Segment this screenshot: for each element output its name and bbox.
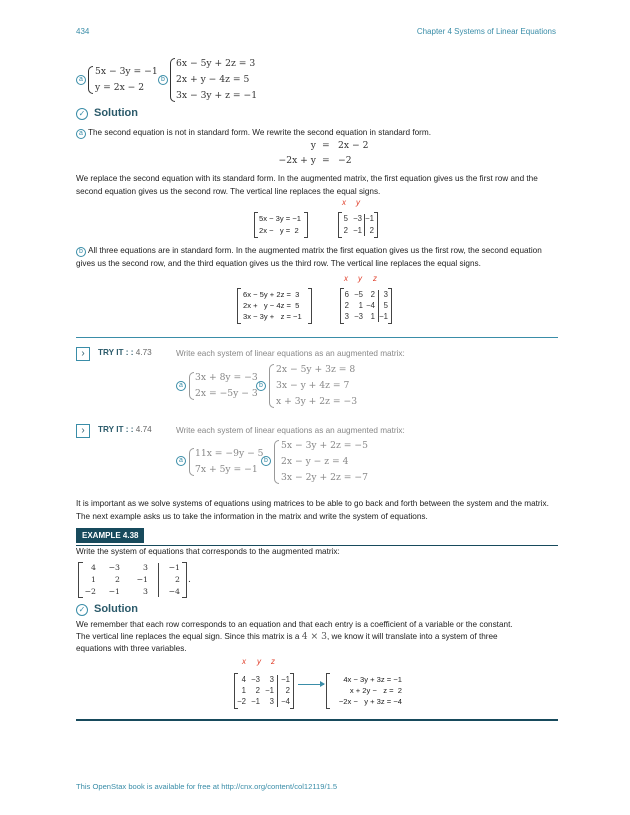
equation: 5x − 3y + 2z = −5: [281, 440, 368, 451]
matrix-cell: −1: [251, 697, 260, 706]
matrix-dimension: 4 × 3: [301, 631, 327, 642]
matrix-cell: −3: [251, 675, 260, 684]
page-number: 434: [76, 27, 90, 36]
try-it-label: TRY IT : :: [98, 425, 134, 434]
try-it-prompt: Write each system of linear equations as an augmented matrix:: [176, 349, 405, 358]
equation: x + 3y + 2z = −3: [276, 396, 358, 407]
explain-text: , we know it will translate into a system of three: [326, 632, 498, 641]
matrix-cell: 4: [91, 563, 96, 572]
matrix-cell: 5: [343, 214, 348, 223]
var-label: y: [356, 198, 360, 207]
matrix-bracket-right: [374, 212, 378, 238]
matrix-cell: 1: [370, 312, 375, 321]
equation: 5x − 3y = −1: [95, 66, 158, 77]
matrix-cell: 4: [241, 675, 246, 684]
matrix-cell: −1: [108, 587, 120, 596]
matrix-cell: −2: [84, 587, 96, 596]
system-line: 6x − 5y + 2z = 3: [243, 290, 300, 299]
matrix-cell: −1: [168, 563, 180, 572]
divider: [76, 337, 558, 338]
matrix-cell: 3: [383, 290, 388, 299]
matrix-cell: 2: [344, 301, 349, 310]
part-a-marker: a: [76, 129, 86, 139]
matrix-cell: 3: [269, 675, 274, 684]
brace: [269, 364, 274, 408]
brace: [189, 372, 194, 400]
check-icon: ✓: [76, 604, 88, 616]
brace: [88, 66, 93, 94]
try-it-prompt: Write each system of linear equations as an augmented matrix:: [176, 426, 405, 435]
var-label: x: [242, 657, 246, 666]
part-b-marker: b: [256, 381, 266, 391]
matrix-cell: 2: [175, 575, 180, 584]
matrix-bracket-right: [388, 288, 392, 324]
matrix-cell: 1: [241, 686, 246, 695]
matrix-cell: −5: [354, 290, 363, 299]
try-it-chevron-icon[interactable]: ›: [76, 424, 90, 438]
matrix-bracket-right: [290, 673, 294, 709]
part-b-marker: b: [261, 456, 271, 466]
system-line: 3x − 3y + z = −1: [243, 312, 302, 321]
equation: 2x + y − 4z = 5: [176, 74, 250, 85]
matrix-cell: −4: [281, 697, 290, 706]
divider: [76, 719, 558, 721]
system-line: x + 2y − z = 2: [349, 686, 402, 695]
matrix-cell: 2: [343, 226, 348, 235]
var-label: y: [257, 657, 261, 666]
chapter-title: Chapter 4 Systems of Linear Equations: [416, 27, 556, 36]
system-line: 5x − 3y = −1: [259, 214, 302, 223]
matrix-cell: −1: [365, 214, 374, 223]
matrix-cell: −1: [281, 675, 290, 684]
bracket-right: [308, 288, 312, 324]
brace: [170, 58, 175, 102]
bracket-left: [254, 212, 258, 238]
matrix-cell: 3: [344, 312, 349, 321]
matrix-cell: 3: [143, 563, 148, 572]
example-label: EXAMPLE 4.38: [76, 528, 144, 543]
example-explain-1: We remember that each row corresponds to an equation and that each entry is a coefficient of a variable or the constant.: [76, 620, 513, 629]
system-line: 2x + y − 4z = 5: [243, 301, 300, 310]
part-a-marker: a: [176, 456, 186, 466]
brace: [189, 448, 194, 476]
rewrite-lhs: y: [310, 140, 316, 151]
matrix-cell: 2: [369, 226, 374, 235]
try-it-heading: [98, 348, 152, 357]
part-a-marker: a: [76, 75, 86, 85]
var-label: y: [358, 274, 362, 283]
try-it-label: TRY IT : :: [98, 348, 134, 357]
matrix-cell: −1: [379, 312, 388, 321]
matrix-cell: 2: [115, 575, 120, 584]
matrix-bracket-right: [182, 562, 187, 598]
matrix-cell: −3: [108, 563, 120, 572]
equation: y = 2x − 2: [95, 82, 145, 93]
solution-title: Solution: [94, 603, 138, 615]
bracket-left: [326, 673, 330, 709]
matrix-cell: −1: [353, 226, 362, 235]
equation: 11x = −9y − 5: [195, 448, 264, 459]
example-prompt: Write the system of equations that corresponds to the augmented matrix:: [76, 547, 340, 556]
matrix-cell: 2: [255, 686, 260, 695]
example-explain-3: equations with three variables.: [76, 644, 187, 653]
rewrite-lhs: −2x + y: [278, 155, 316, 166]
equation: 2x − y − z = 4: [281, 456, 349, 467]
solution-part-a-explain: We replace the second equation with its standard form. In the augmented matrix, the first equation gives us the first row and the second equation gives us the second row. The vertical line replaces the equal signs.: [76, 174, 538, 196]
try-it-chevron-icon[interactable]: ›: [76, 347, 90, 361]
part-b-marker: b: [158, 75, 168, 85]
rewrite-eq: =: [322, 140, 330, 151]
matrix-cell: 3: [143, 587, 148, 596]
matrix-period: .: [188, 574, 191, 585]
matrix-cell: −3: [353, 214, 362, 223]
try-it-number: 4.73: [135, 348, 152, 357]
matrix-cell: −1: [265, 686, 274, 695]
var-label: x: [344, 274, 348, 283]
part-a-marker: a: [176, 381, 186, 391]
rewrite-rhs: 2x − 2: [338, 140, 369, 151]
var-label: z: [271, 657, 275, 666]
matrix-cell: 2: [285, 686, 290, 695]
matrix-cell: −4: [366, 301, 375, 310]
solution-part-b-explain: All three equations are in standard form. In the augmented matrix the first equation gives us the first row, the second equation gives us the second row, and the third equation gives us the third row. The vertical line replaces the equal signs.: [76, 246, 542, 268]
system-line: 2x − y = 2: [259, 226, 299, 235]
explain-text: The vertical line replaces the equal sign. Since this matrix is a: [76, 632, 300, 641]
brace: [274, 440, 279, 484]
matrix-cell: 2: [370, 290, 375, 299]
system-line: −2x − y + 3z = −4: [338, 697, 402, 706]
var-label: x: [342, 198, 346, 207]
bracket-left: [237, 288, 241, 324]
solution-title: Solution: [94, 107, 138, 119]
matrix-cell: −3: [354, 312, 363, 321]
check-icon: ✓: [76, 108, 88, 120]
equation: 3x − y + 4z = 7: [276, 380, 350, 391]
footer-text: This OpenStax book is available for free at http://cnx.org/content/col12119/1.5: [76, 782, 338, 791]
arrow-right-icon: [298, 684, 324, 685]
matrix-cell: −4: [168, 587, 180, 596]
equation: 7x + 5y = −1: [195, 464, 258, 475]
rewrite-rhs: −2: [338, 155, 352, 166]
matrix-cell: 6: [344, 290, 349, 299]
example-explain-2: [76, 631, 558, 644]
var-label: z: [373, 274, 377, 283]
solution-part-a-intro: The second equation is not in standard form. We rewrite the second equation in standard form.: [88, 128, 432, 137]
equation: 6x − 5y + 2z = 3: [176, 58, 256, 69]
equation: 3x − 2y + 2z = −7: [281, 472, 368, 483]
system-line: 4x − 3y + 3z = −1: [343, 675, 402, 684]
equation: 2x = −5y − 3: [195, 388, 258, 399]
bracket-right: [304, 212, 308, 238]
matrix-cell: 5: [383, 301, 388, 310]
matrix-cell: 1: [358, 301, 363, 310]
rewrite-eq: =: [322, 155, 330, 166]
matrix-cell: 1: [91, 575, 96, 584]
equation: 3x + 8y = −3: [195, 372, 258, 383]
matrix-cell: 3: [269, 697, 274, 706]
transition-paragraph: It is important as we solve systems of equations using matrices to be able to go back and forth between the system and the matrix. The next example asks us to take the information in the matrix and write the system of equations.: [76, 499, 549, 521]
try-it-heading: [98, 425, 152, 434]
equation: 2x − 5y + 3z = 8: [276, 364, 356, 375]
try-it-number: 4.74: [135, 425, 152, 434]
matrix-cell: −2: [237, 697, 246, 706]
equation: 3x − 3y + z = −1: [176, 90, 258, 101]
part-b-marker: b: [76, 247, 86, 257]
matrix-cell: −1: [136, 575, 148, 584]
augment-line: [158, 563, 159, 597]
